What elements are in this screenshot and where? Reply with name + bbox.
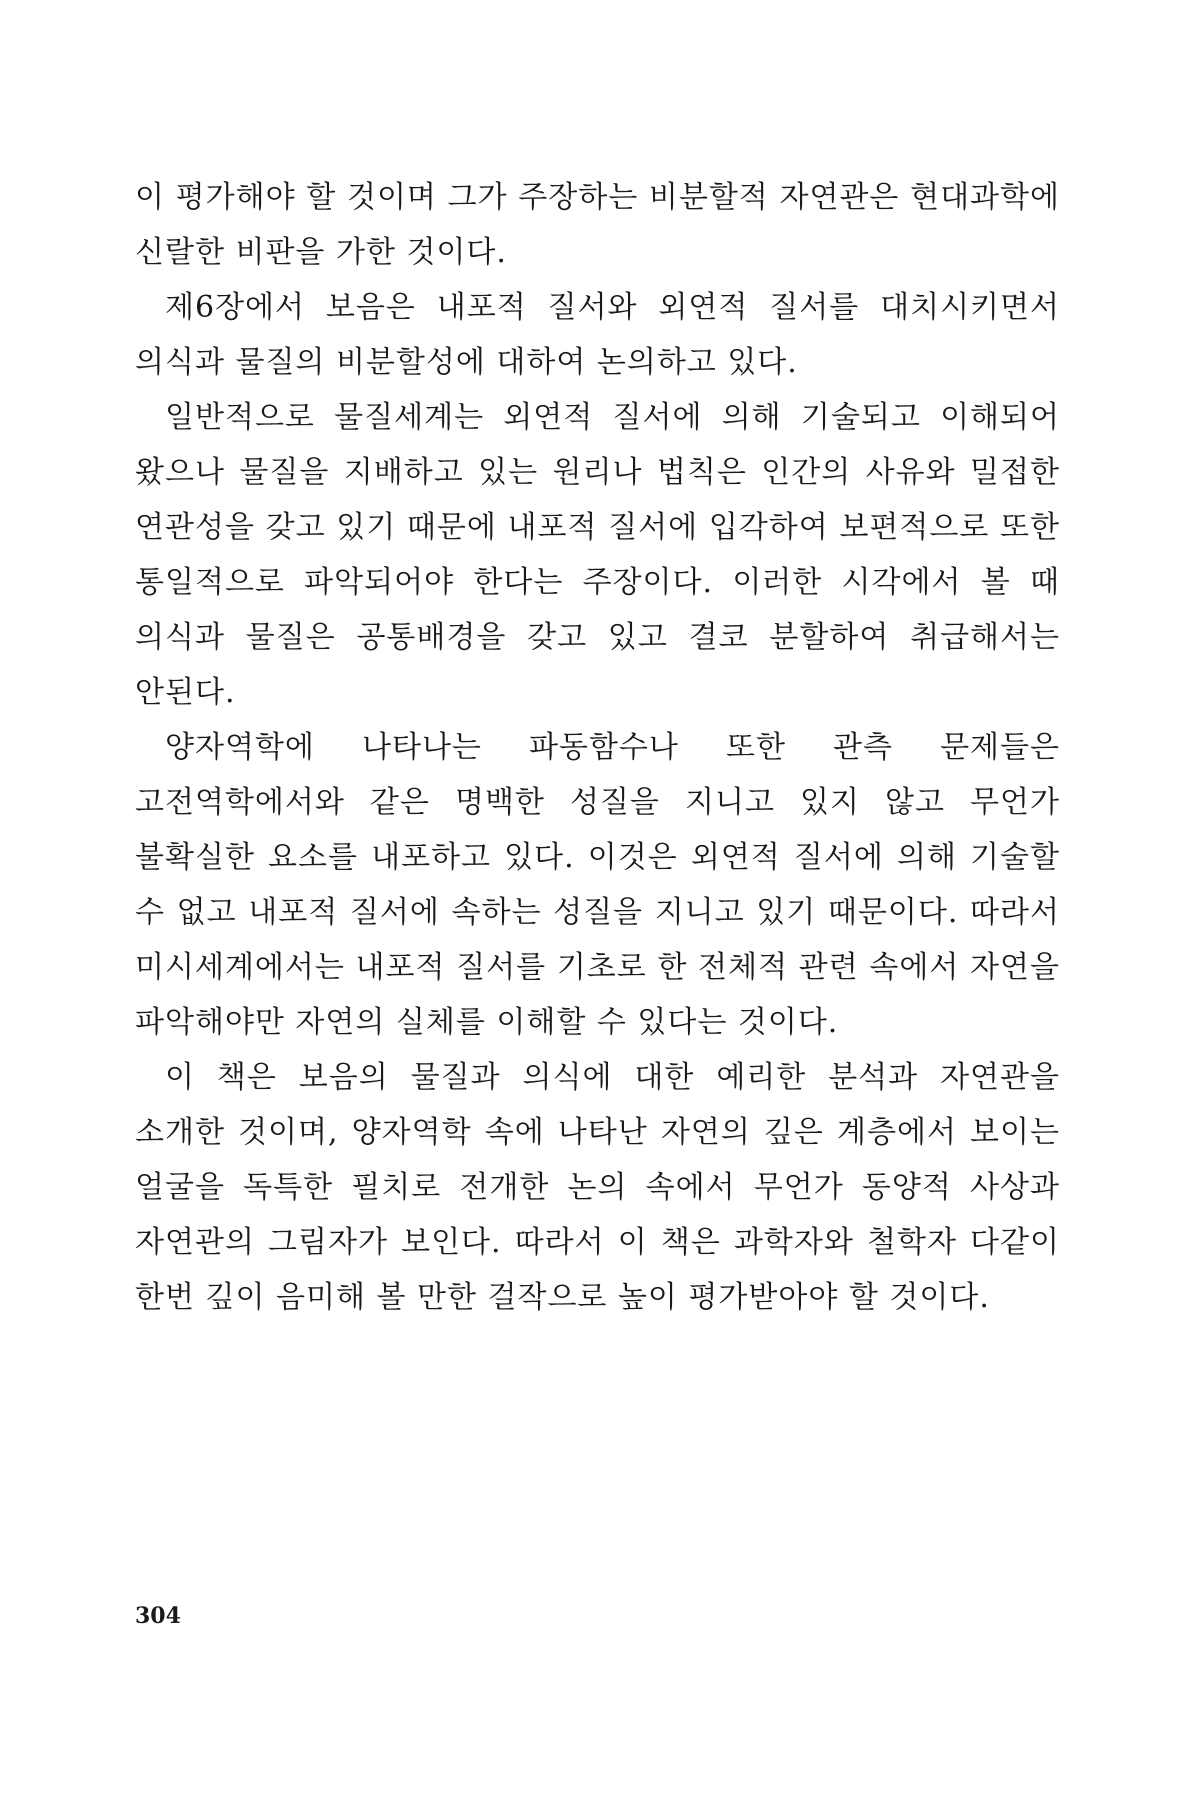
paragraph-2: 제6장에서 보음은 내포적 질서와 외연적 질서를 대치시키면서 의식과 물질의 비분할성에 대하여 논의하고 있다. (135, 290, 1060, 380)
paragraph-1: 이 평가해야 할 것이며 그가 주장하는 비분할적 자연관은 현대과학에 신랄한 비판을 가한 것이다. (135, 180, 1060, 270)
page-number: 304 (135, 1603, 181, 1629)
body-text (135, 170, 1060, 1325)
paragraph-3: 일반적으로 물질세계는 외연적 질서에 의해 기술되고 이해되어 왔으나 물질을 지배하고 있는 원리나 법칙은 인간의 사유와 밀접한 연관성을 갖고 있기 때문에 내포적 질서에 입각하여 보편적으로 또한 통일적으로 파악되어야 한다는 주장이다. 이러한 시각에서 볼 때 의식과 물질은 공통배경을 갖고 있고 결코 분할하여 취급해서는 안된다. (135, 400, 1060, 710)
paragraph-5: 이 책은 보음의 물질과 의식에 대한 예리한 분석과 자연관을 소개한 것이며, 양자역학 속에 나타난 자연의 깊은 계층에서 보이는 얼굴을 독특한 필치로 전개한 논의 속에서 무언가 동양적 사상과 자연관의 그림자가 보인다. 따라서 이 책은 과학자와 철학자 다같이 한번 깊이 음미해 볼 만한 걸작으로 높이 평가받아야 할 것이다. (135, 1060, 1060, 1315)
paragraph-4: 양자역학에 나타나는 파동함수나 또한 관측 문제들은 고전역학에서와 같은 명백한 성질을 지니고 있지 않고 무언가 불확실한 요소를 내포하고 있다. 이것은 외연적 질서에 의해 기술할 수 없고 내포적 질서에 속하는 성질을 지니고 있기 때문이다. 따라서 미시세계에서는 내포적 질서를 기초로 한 전체적 관련 속에서 자연을 파악해야만 자연의 실체를 이해할 수 있다는 것이다. (135, 730, 1060, 1040)
